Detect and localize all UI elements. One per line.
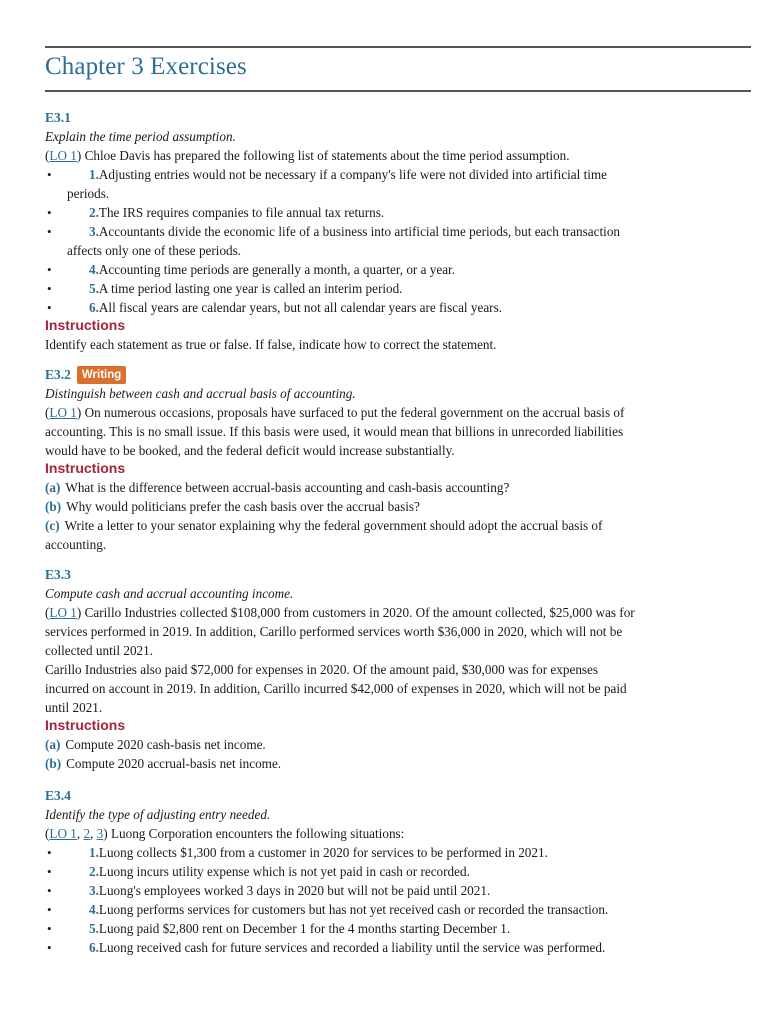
- list-item: • 5.A time period lasting one year is called an interim period.: [47, 281, 403, 296]
- exercise-body: (LO 1) Carillo Industries collected $108,000 from customers in 2020. Of the amount collected, $25,000 was for services performed in 2019. In addition, Carillo performed services worth $36,000 in 2020, which will not be collected until 2021.: [45, 605, 635, 658]
- question-part: (c) Write a letter to your senator explaining why the federal government should adopt the accrual basis of accounting.: [45, 518, 603, 552]
- exercise-intro: (LO 1, 2, 3) Luong Corporation encounters the following situations:: [45, 826, 405, 841]
- list-item: • 2.The IRS requires companies to file annual tax returns.: [47, 205, 385, 220]
- list-item: • 3.Luong's employees worked 3 days in 2020 but will not be paid until 2021.: [47, 883, 491, 898]
- exercise-number: E3.3: [45, 567, 71, 582]
- exercise-e3-2: [45, 366, 745, 554]
- exercise-body: (LO 1) On numerous occasions, proposals have surfaced to put the federal government on the accrual basis of accounting. This is no small issue. If this basis were used, it would mean that billions in unrecorded liabilities would have to be booked, and the federal deficit would increase substantially.: [45, 405, 625, 458]
- list-item: • 4.Accounting time periods are generally a month, a quarter, or a year.: [47, 262, 456, 277]
- lo-link[interactable]: LO 1: [49, 405, 77, 420]
- exercise-e3-3: [45, 566, 745, 773]
- question-part: (b) Compute 2020 accrual-basis net income.: [45, 756, 282, 771]
- exercise-subtitle: Compute cash and accrual accounting income.: [45, 586, 294, 601]
- list-item: • 6.Luong received cash for future services and recorded a liability until the service was performed.: [47, 940, 606, 955]
- list-item: • 5.Luong paid $2,800 rent on December 1 for the 4 months starting December 1.: [47, 921, 511, 936]
- list-item: • 2.Luong incurs utility expense which is not yet paid in cash or recorded.: [47, 864, 470, 879]
- chapter-title: Chapter 3 Exercises: [45, 53, 247, 80]
- instructions-text: Identify each statement as true or false. If false, indicate how to correct the statement.: [45, 337, 497, 352]
- exercise-number: E3.2: [45, 367, 71, 382]
- situation-list: [45, 843, 745, 957]
- list-item: • 4.Luong performs services for customers but has not yet received cash or recorded the transaction.: [47, 902, 609, 917]
- exercise-number: E3.1: [45, 110, 71, 125]
- exercise-number: E3.4: [45, 788, 71, 803]
- statement-list: [45, 165, 745, 317]
- instructions-heading: Instructions: [45, 317, 126, 333]
- lo-link[interactable]: 2: [83, 826, 91, 841]
- exercise-subtitle: Explain the time period assumption.: [45, 129, 236, 144]
- lo-link[interactable]: LO 1: [49, 148, 77, 163]
- writing-badge: Writing: [77, 366, 126, 384]
- list-item: • 6.All fiscal years are calendar years, but not all calendar years are fiscal years.: [47, 300, 502, 315]
- list-item: • 1.Adjusting entries would not be necessary if a company's life were not divided into artificial time periods.: [47, 167, 608, 201]
- title-rule: [45, 90, 751, 92]
- list-item: • 1.Luong collects $1,300 from a customer in 2020 for services to be performed in 2021.: [47, 845, 548, 860]
- lo-link[interactable]: LO 1: [49, 826, 77, 841]
- exercise-subtitle: Identify the type of adjusting entry needed.: [45, 807, 271, 822]
- instructions-heading: Instructions: [45, 460, 126, 476]
- instructions-heading: Instructions: [45, 717, 126, 733]
- exercise-e3-1: [45, 109, 745, 354]
- exercise-subtitle: Distinguish between cash and accrual basis of accounting.: [45, 386, 356, 401]
- exercise-body: Carillo Industries also paid $72,000 for expenses in 2020. Of the amount paid, $30,000 was for expenses incurred on account in 2019. In addition, Carillo incurred $42,000 of expenses in 2020, which will not be paid until 2021.: [45, 662, 627, 715]
- top-rule: [45, 46, 751, 48]
- question-part: (b) Why would politicians prefer the cash basis over the accrual basis?: [45, 499, 420, 514]
- question-part: (a) Compute 2020 cash-basis net income.: [45, 737, 266, 752]
- list-item: • 3.Accountants divide the economic life of a business into artificial time periods, but each transaction affects only one of these periods.: [47, 224, 621, 258]
- lo-link[interactable]: LO 1: [49, 605, 77, 620]
- exercise-intro: (LO 1) Chloe Davis has prepared the following list of statements about the time period assumption.: [45, 148, 570, 163]
- question-part: (a) What is the difference between accrual-basis accounting and cash-basis accounting?: [45, 480, 510, 495]
- exercise-e3-4: [45, 787, 745, 957]
- lo-link[interactable]: 3: [96, 826, 104, 841]
